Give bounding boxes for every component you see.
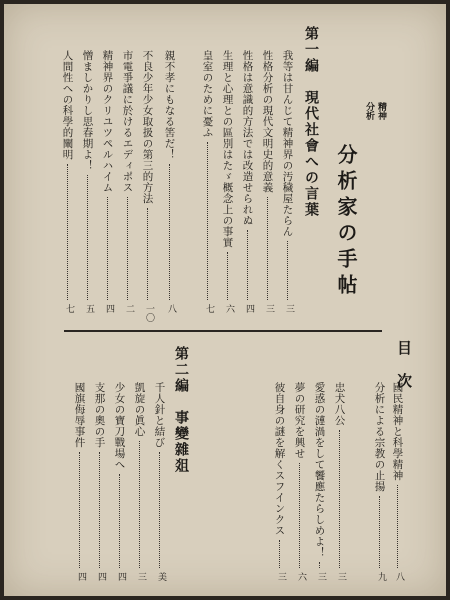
part1-entry-text: 我等は甘んじて精神界の汚穢屋たらん	[281, 50, 294, 237]
part2-entry-leader	[119, 474, 120, 568]
part2-entry-page-number: 四	[96, 572, 106, 581]
section-divider	[64, 330, 382, 332]
part2-entry-page-number: 三	[276, 572, 286, 581]
part1-entry-text: 皇室のために憂ふ	[201, 50, 214, 138]
toc-heading: 目次	[395, 340, 413, 406]
part2-entry-text: 國旗侮辱事件	[73, 382, 86, 448]
part1-entry-leader	[67, 164, 68, 300]
part2-entry-page-number: 三	[136, 572, 146, 581]
part1-entry-leader	[87, 175, 88, 300]
part1-title: 第一編 現代社會への言葉	[303, 26, 319, 218]
part2-entry-page-number: 九	[376, 572, 386, 581]
part2-entry-text: 凱旋の眞心	[133, 382, 146, 437]
part1-entry-page-number: 三	[284, 304, 294, 313]
part2-entry-leader	[159, 452, 160, 568]
part1-entry-leader	[247, 230, 248, 300]
part1-entry-text: 性格分析の現代文明史的意義	[261, 50, 274, 193]
part1-entry-text: 精神界のクリユツペルハイム	[101, 50, 114, 193]
part1-entry-page-number: 七	[64, 304, 74, 313]
part1-entry-text: 憎ましかりし思春期よ！	[81, 50, 94, 171]
part2-entry-page-number: 六	[296, 572, 306, 581]
part1-entry-page-number: 八	[166, 304, 176, 313]
part1-entry-text: 市電爭議に於けるエディポス	[121, 50, 134, 193]
part1-entry-text: 人間性への科學的闡明	[61, 50, 74, 160]
part2-entry-text: 愛惑の漣渦をして饗應たらしめよ！	[313, 382, 326, 558]
part1-entry-leader	[169, 164, 170, 300]
part2-entry-page-number: 八	[394, 572, 404, 581]
part1-entry-page-number: 五	[84, 304, 94, 313]
part2-entry-leader	[379, 496, 380, 568]
part1-entry-leader	[267, 197, 268, 300]
part2-entry-text: 少女の寶刀戰場へ	[113, 382, 126, 470]
part2-entry-leader	[279, 540, 280, 568]
part1-entry-text: 親不孝にもなる筈だ！	[163, 50, 176, 160]
part1-entry-text: 性格は意識的方法では改造せられぬ	[241, 50, 254, 226]
part1-entry-page-number: 四	[104, 304, 114, 313]
part2-entry-page-number: 四	[76, 572, 86, 581]
part1-entry-leader	[107, 197, 108, 300]
part1-entry-leader	[227, 252, 228, 300]
part2-entry-page-number: 美	[156, 572, 166, 581]
book-title: 分析家の手帖	[334, 144, 358, 300]
part1-entry-page-number: 六	[224, 304, 234, 313]
book-subtitle-line2: 分析	[364, 102, 374, 120]
part2-entry-leader	[299, 463, 300, 568]
part2-entry-leader	[339, 430, 340, 568]
part2-entry-leader	[79, 452, 80, 568]
book-page	[4, 4, 446, 596]
part2-entry-page-number: 三	[316, 572, 326, 581]
part2-entry-leader	[99, 452, 100, 568]
part2-entry-leader	[397, 485, 398, 568]
part1-entry-leader	[287, 241, 288, 300]
part1-entry-leader	[207, 142, 208, 300]
part2-entry-text: 忠犬八公	[333, 382, 346, 426]
part1-entry-page-number: 二	[124, 304, 134, 313]
part2-entry-text: 國民精神と科學精神	[391, 382, 404, 481]
part2-entry-page-number: 四	[116, 572, 126, 581]
part1-entry-page-number: 四	[244, 304, 254, 313]
part2-title: 第二編 事變雜爼	[173, 346, 189, 474]
part2-entry-text: 千人針と結び	[153, 382, 166, 448]
part1-entry-page-number: 三	[264, 304, 274, 313]
part1-entry-text: 生理と心理との區別はたゞ概念上の事實	[221, 50, 234, 248]
part2-entry-text: 夢の研究を興せ	[293, 382, 306, 459]
part1-entry-leader	[127, 197, 128, 300]
part2-entry-text: 分析による宗教の止揚	[373, 382, 386, 492]
part2-entry-leader	[319, 562, 320, 568]
part1-entry-leader	[147, 208, 148, 300]
book-subtitle-line1: 精神	[376, 102, 386, 120]
part1-entry-text: 不良少年少女取扱の第三的方法	[141, 50, 154, 204]
part1-entry-page-number: 七	[204, 304, 214, 313]
part2-entry-page-number: 三	[336, 572, 346, 581]
part2-entry-text: 支那の奧の手	[93, 382, 106, 448]
part1-entry-page-number: 一〇	[144, 304, 154, 322]
part2-entry-text: 彼自身の謎を解くスフインクス	[273, 382, 286, 536]
part2-entry-leader	[139, 441, 140, 568]
